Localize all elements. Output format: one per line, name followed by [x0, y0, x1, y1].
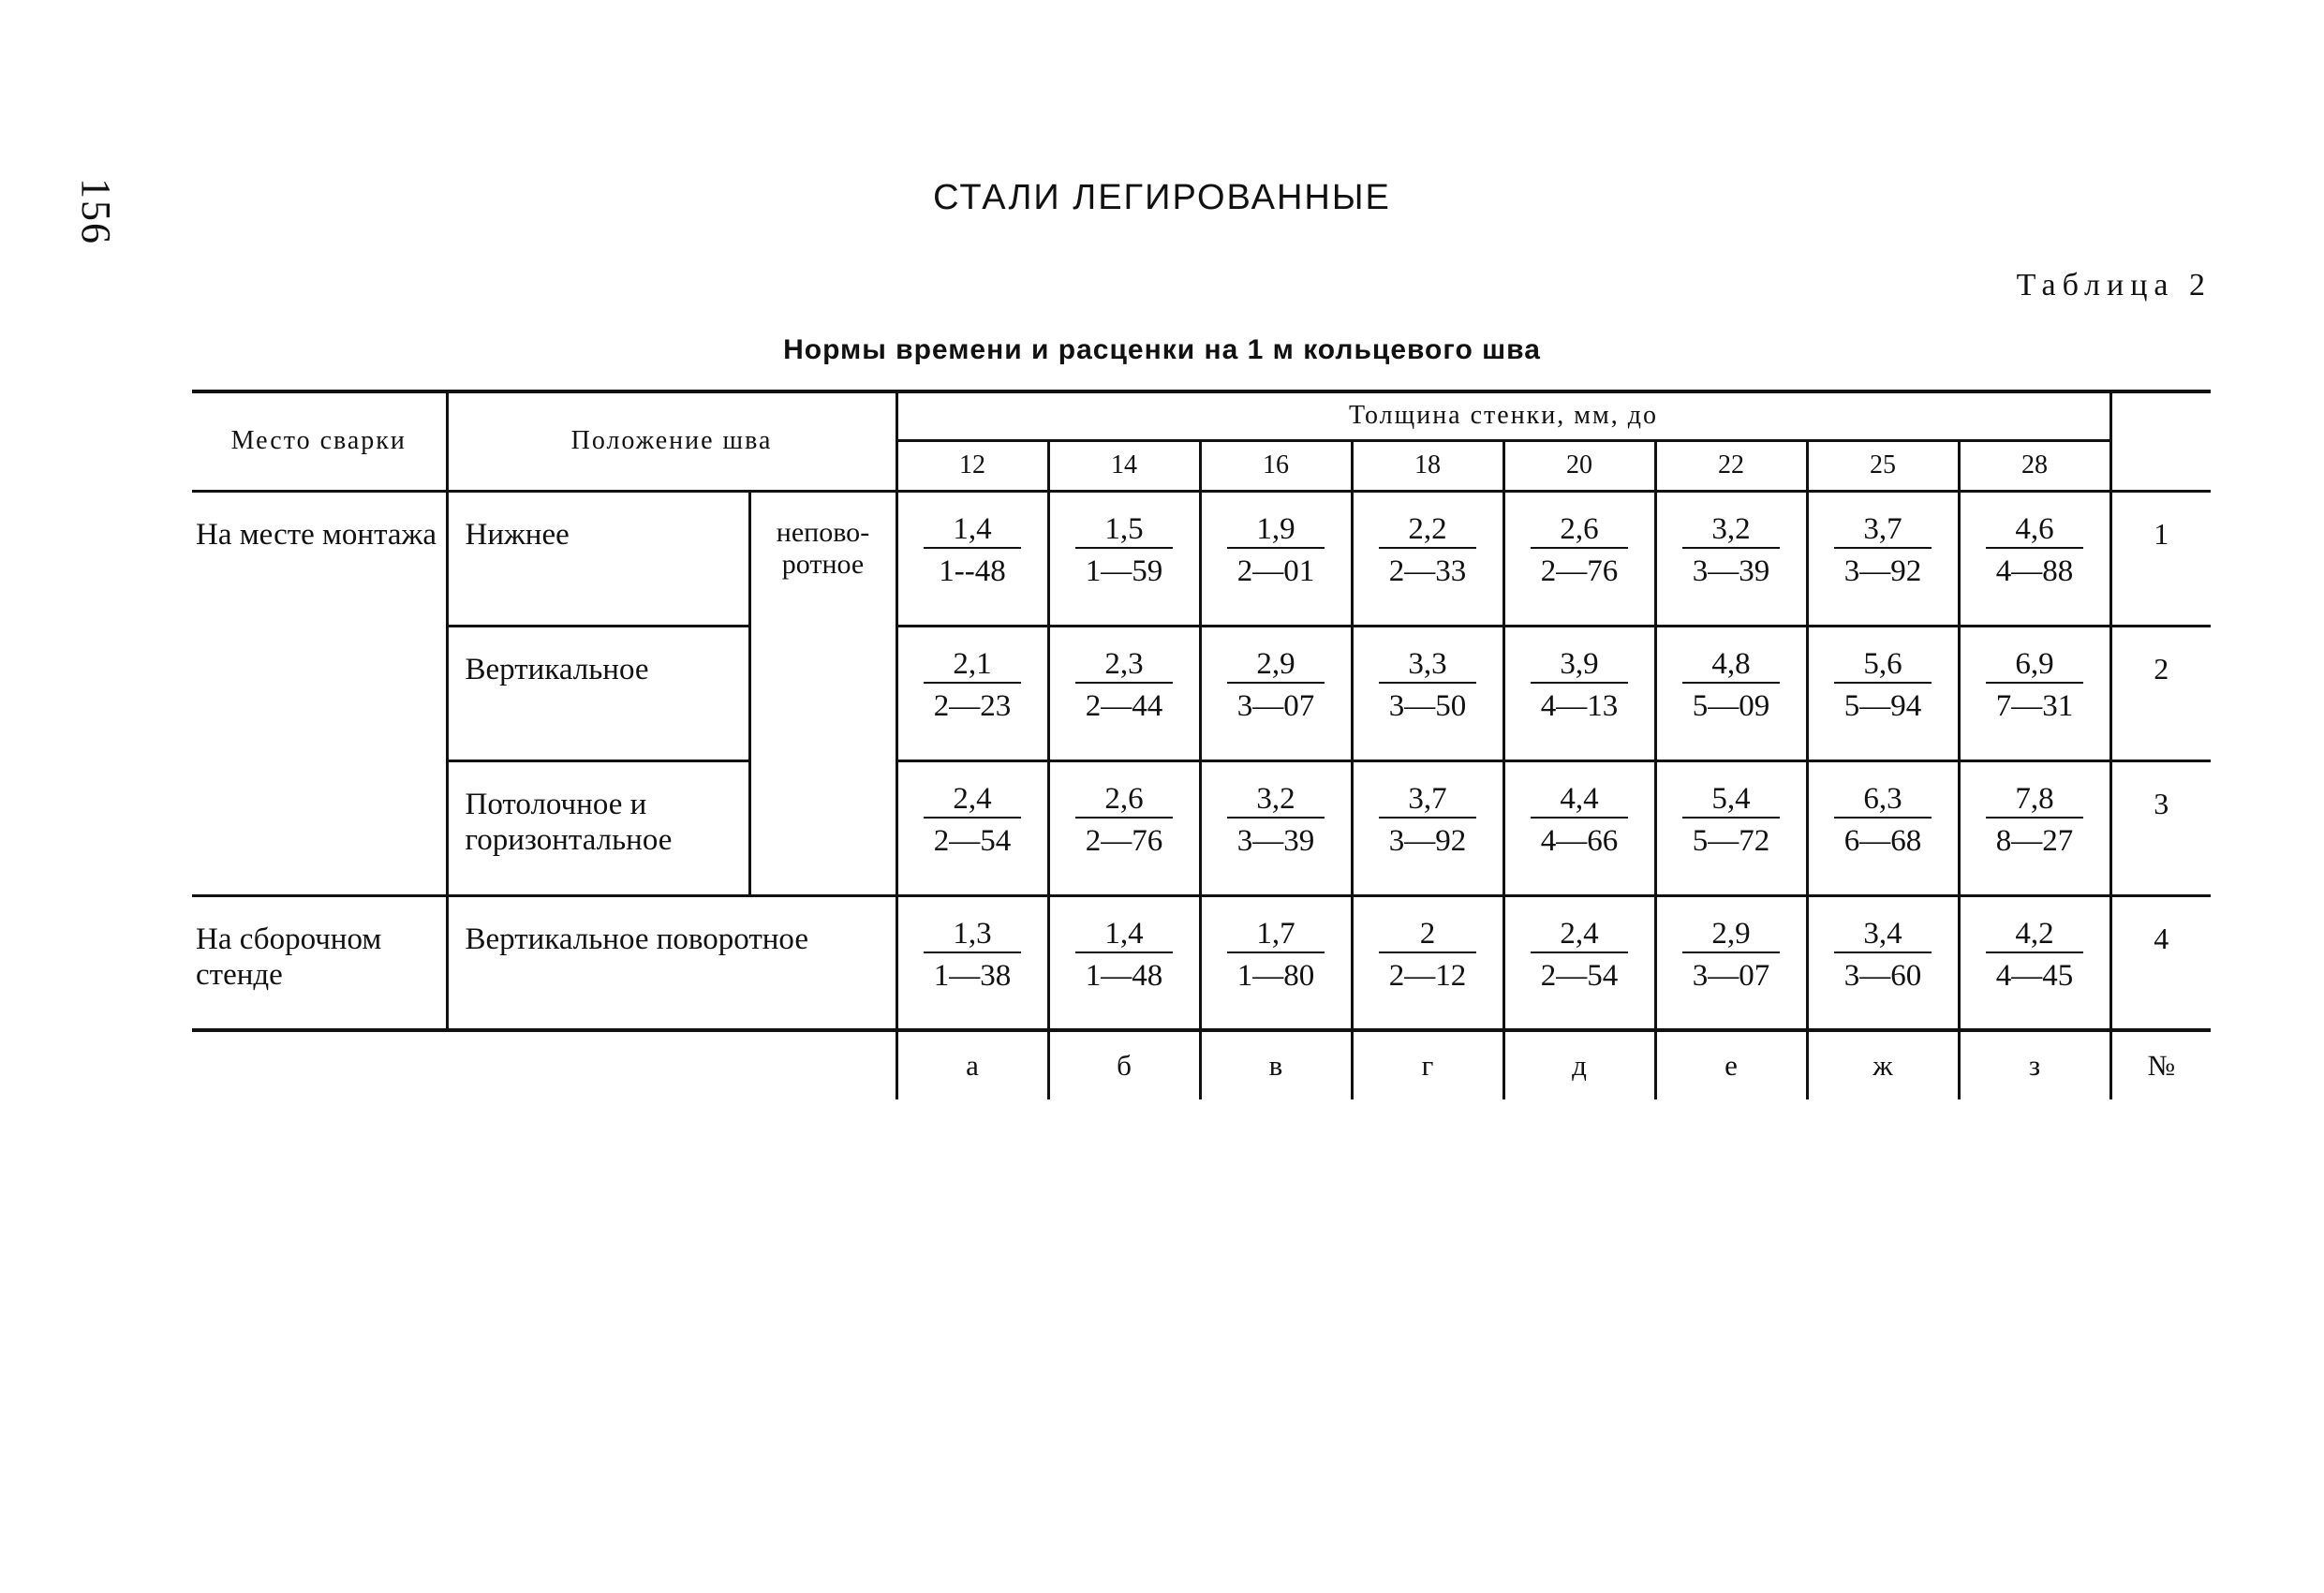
thickness-value: 12 [896, 440, 1048, 491]
header-thickness: Толщина стенки, мм, до [896, 391, 2110, 440]
norm-fraction: $\frac{2,6}{2—76}$ [1075, 783, 1173, 860]
column-letter: б [1048, 1030, 1200, 1099]
row-number: 4 [2110, 895, 2211, 1030]
norm-fraction: $\frac{3,7}{3—92}$ [1379, 783, 1476, 860]
thickness-value: 18 [1352, 440, 1503, 491]
row-number: 2 [2110, 626, 2211, 760]
thickness-value: 14 [1048, 440, 1200, 491]
column-letters-row [192, 1030, 2211, 1099]
norm-fraction: $\frac{4,6}{4—88}$ [1986, 513, 2083, 590]
table-row [192, 895, 2211, 1030]
norm-fraction: $\frac{6,9}{7—31}$ [1986, 648, 2083, 725]
norm-fraction: $\frac{2,9}{3—07}$ [1682, 918, 1780, 995]
norm-fraction: $\frac{4,8}{5—09}$ [1682, 648, 1780, 725]
column-letter: е [1655, 1030, 1807, 1099]
norm-fraction: $\frac{3,3}{3—50}$ [1379, 648, 1476, 725]
place-cell: На месте монтажа [192, 491, 447, 895]
norms-table [192, 390, 2211, 1099]
table-row [192, 491, 2211, 626]
row-number: 1 [2110, 491, 2211, 626]
non-rotating-note: неповоротное [749, 491, 896, 895]
norm-fraction: $\frac{2,4}{2—54}$ [1531, 918, 1628, 995]
thickness-value: 20 [1503, 440, 1655, 491]
table-label: Таблица 2 [2016, 268, 2212, 302]
norm-fraction: $\frac{3,7}{3—92}$ [1834, 513, 1932, 590]
column-letter: г [1352, 1030, 1503, 1099]
norm-fraction: $\frac{2,2}{2—33}$ [1379, 513, 1476, 590]
norm-fraction: $\frac{7,8}{8—27}$ [1986, 783, 2083, 860]
norm-fraction: $\frac{3,4}{3—60}$ [1834, 918, 1932, 995]
norm-fraction: $\frac{2,1}{2—23}$ [924, 648, 1021, 725]
table-row [192, 626, 2211, 760]
norm-fraction: $\frac{2,3}{2—44}$ [1075, 648, 1173, 725]
norm-fraction: $\frac{5,4}{5—72}$ [1682, 783, 1780, 860]
norm-fraction: $\frac{1,4}{1—48}$ [1075, 918, 1173, 995]
position-cell: Потолочное и горизонтальное [447, 760, 749, 895]
running-head: СТАЛИ ЛЕГИРОВАННЫЕ [933, 178, 1391, 217]
norm-fraction: $\frac{1,4}{1--48}$ [924, 513, 1021, 590]
position-cell: Нижнее [447, 491, 749, 626]
norm-fraction: $\frac{1,3}{1—38}$ [924, 918, 1021, 995]
thickness-value: 16 [1200, 440, 1352, 491]
norm-fraction: $\frac{1,5}{1—59}$ [1075, 513, 1173, 590]
table-caption: Нормы времени и расценки на 1 м кольцевого шва [783, 334, 1541, 365]
column-letter: з [1959, 1030, 2110, 1099]
page-number: 156 [73, 178, 119, 245]
norm-fraction: $\frac{4,2}{4—45}$ [1986, 918, 2083, 995]
position-cell: Вертикальное поворотное [447, 895, 896, 1030]
column-letter: ж [1807, 1030, 1959, 1099]
number-header: № [2110, 1030, 2211, 1099]
norm-fraction: $\frac{1,7}{1—80}$ [1227, 918, 1325, 995]
norm-fraction: $\frac{1,9}{2—01}$ [1227, 513, 1325, 590]
place-cell: На сборочном стенде [192, 895, 447, 1030]
norm-fraction: $\frac{5,6}{5—94}$ [1834, 648, 1932, 725]
row-number: 3 [2110, 760, 2211, 895]
norm-fraction: $\frac{2,4}{2—54}$ [924, 783, 1021, 860]
table-row [192, 760, 2211, 895]
norm-fraction: $\frac{3,9}{4—13}$ [1531, 648, 1628, 725]
header-place: Место сварки [192, 391, 447, 491]
norm-fraction: $\frac{4,4}{4—66}$ [1531, 783, 1628, 860]
thickness-value: 22 [1655, 440, 1807, 491]
norm-fraction: $\frac{3,2}{3—39}$ [1227, 783, 1325, 860]
norm-fraction: $\frac{6,3}{6—68}$ [1834, 783, 1932, 860]
column-letter: д [1503, 1030, 1655, 1099]
position-cell: Вертикальное [447, 626, 749, 760]
norm-fraction: $\frac{2}{2—12}$ [1379, 918, 1476, 995]
column-letter: в [1200, 1030, 1352, 1099]
header-number-blank [2110, 391, 2211, 491]
norm-fraction: $\frac{2,6}{2—76}$ [1531, 513, 1628, 590]
norm-fraction: $\frac{3,2}{3—39}$ [1682, 513, 1780, 590]
thickness-value: 25 [1807, 440, 1959, 491]
header-position: Положение шва [447, 391, 896, 491]
norm-fraction: $\frac{2,9}{3—07}$ [1227, 648, 1325, 725]
column-letter: а [896, 1030, 1048, 1099]
thickness-value: 28 [1959, 440, 2110, 491]
